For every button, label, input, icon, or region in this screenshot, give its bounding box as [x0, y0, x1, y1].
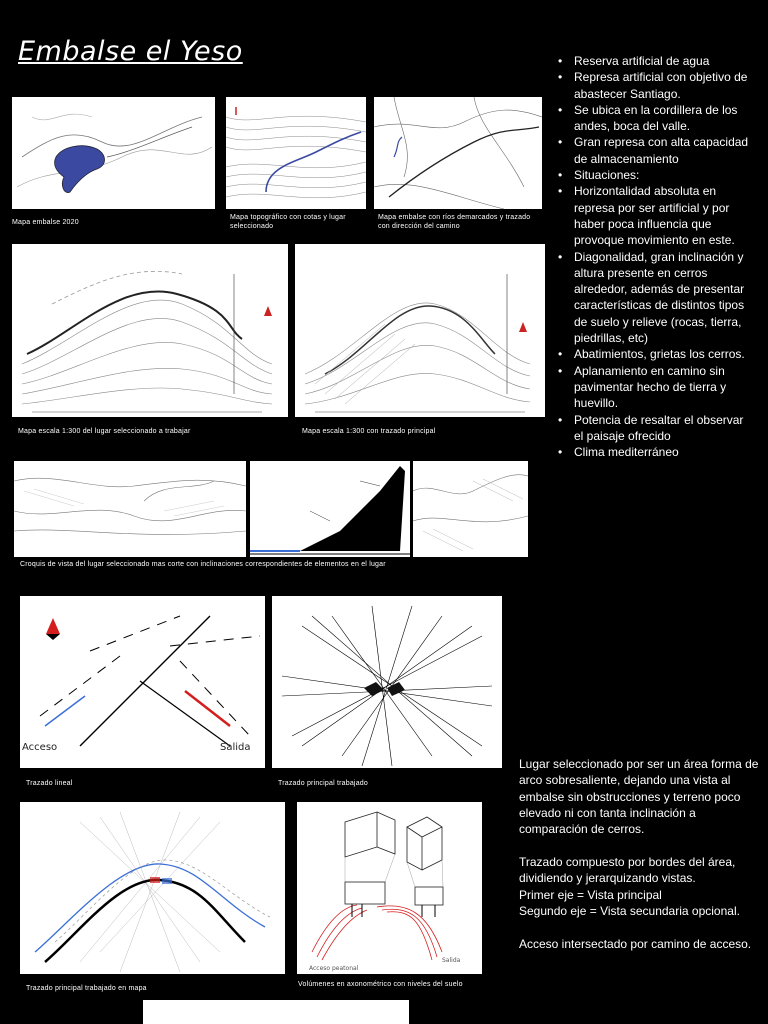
caption-topo-map: Mapa topográfico con cotas y lugar seleccionado: [230, 214, 346, 230]
caption-linear-trace: Trazado lineal: [26, 780, 73, 787]
bullet-item: • Abatimientos, grietas los cerros.: [556, 346, 756, 362]
bullet-item: • Clima mediterráneo: [556, 444, 756, 460]
caption-sketches: Croquis de vista del lugar seleccionado mas corte con inclinaciones correspondientes de elementos en el lugar: [20, 561, 386, 568]
caption-map-2020: Mapa embalse 2020: [12, 219, 79, 226]
pedestrian-access-label: Acceso peatonal: [309, 965, 359, 972]
caption-volumes: Volúmenes en axonométrico con niveles del suelo: [298, 981, 463, 988]
landscape-sketch-image: [14, 461, 246, 557]
bullet-item: • Situaciones:: [556, 167, 756, 183]
bullet-item: • Reserva artificial de agua: [556, 53, 756, 69]
site-description: Lugar seleccionado por ser un área forma de arco sobresaliente, dejando una vista al embalse sin obstrucciones y terreno poco elevado ni con tanta inclinación a comparación de cerros.: [519, 757, 759, 837]
valley-sketch-image: [413, 461, 528, 557]
rivers-map-image: [374, 97, 542, 209]
bullet-item: • Diagonalidad, gran inclinación y altura presente en cerros alrededor, además de presentar características de distintos tipos de suelo y relieve (rocas, tierra, piedrillas, etc): [556, 249, 756, 347]
main-trace-image: [272, 596, 502, 768]
map-2020-image: [12, 97, 215, 209]
bullet-item: • Horizontalidad absoluta en represa por ser artificial y por haber poca influencia que provoque movimiento en este.: [556, 183, 756, 248]
bullet-item: • Gran represa con alta capacidad de almacenamiento: [556, 134, 756, 167]
caption-rivers-map: Mapa embalse con ríos demarcados y trazado con dirección del camino: [378, 214, 531, 230]
linear-trace-image: [20, 596, 265, 768]
caption-trace-on-map: Trazado principal trabajado en mapa: [26, 985, 147, 992]
topo-map-image: [226, 97, 366, 209]
access-description: Acceso intersectado por camino de acceso.: [519, 937, 752, 951]
trace-on-map-image: [20, 802, 285, 974]
page-title: Embalse el Yeso: [18, 36, 243, 67]
scale-map-site-image: [12, 244, 288, 417]
scale-map-route-image: [295, 244, 545, 417]
bullet-item: • Potencia de resaltar el observar el paisaje ofrecido: [556, 412, 756, 445]
bullet-item: • Se ubica en la cordillera de los andes, boca del valle.: [556, 102, 756, 135]
volumes-axonometric-image: [297, 802, 482, 974]
caption-scale-map-site: Mapa escala 1:300 del lugar seleccionado a trabajar: [18, 428, 191, 435]
bullet-item: • Aplanamiento en camino sin pavimentar hecho de tierra y huevillo.: [556, 363, 756, 412]
bottom-partial-image: [143, 1000, 409, 1024]
section-sketch-image: [250, 461, 410, 557]
bullet-list: [556, 53, 756, 460]
caption-main-trace: Trazado principal trabajado: [278, 780, 368, 787]
caption-scale-map-route: Mapa escala 1:300 con trazado principal: [302, 428, 436, 435]
bullet-item: • Represa artificial con objetivo de abastecer Santiago.: [556, 69, 756, 102]
exit-label-small: Salida: [442, 957, 461, 964]
exit-label: Salida: [220, 742, 251, 753]
access-label: Acceso: [22, 742, 58, 753]
trace-description: Trazado compuesto por bordes del área, dividiendo y jerarquizando vistas. Primer eje = Vista principal Segundo eje = Vista secundaria opcional.: [519, 855, 740, 918]
